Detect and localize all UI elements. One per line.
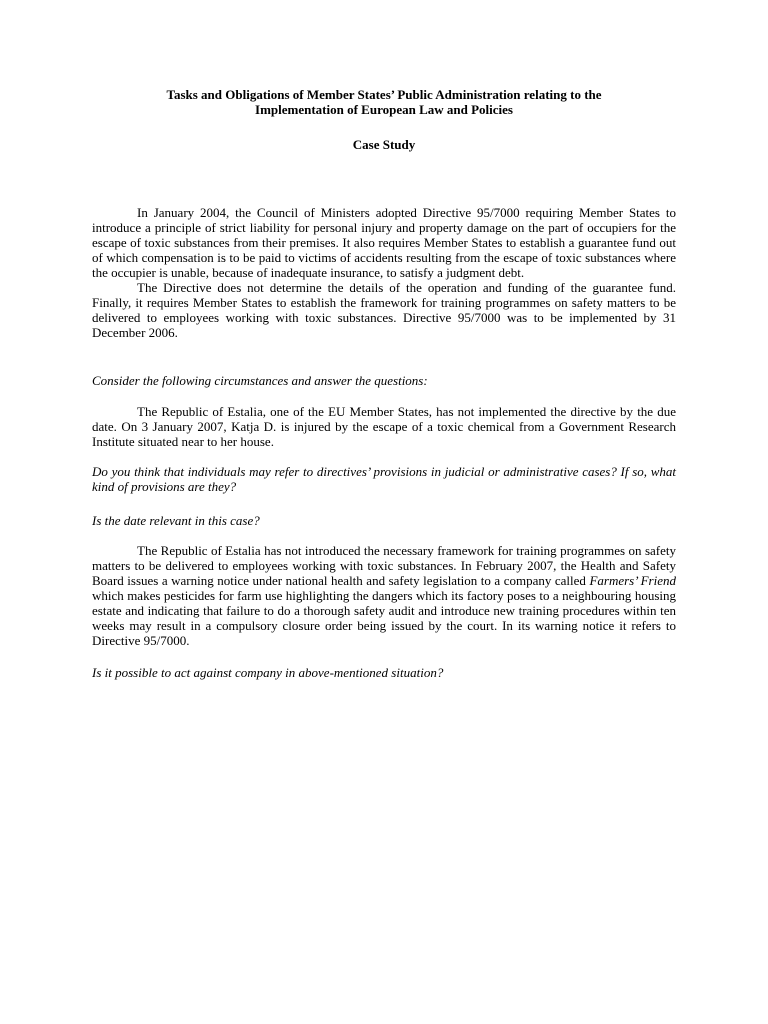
question-directives-provisions: Do you think that individuals may refer to directives’ provisions in judicial or administrative cases? If so, what kind of provisions are they? — [92, 464, 676, 494]
paragraph-case-one: The Republic of Estalia, one of the EU Member States, has not implemented the directive by the due date. On 3 January 2007, Katja D. is injured by the escape of a toxic chemical from a Government Research Institute situated near to her house. — [92, 404, 676, 449]
document-title — [92, 87, 676, 117]
document-subtitle: Case Study — [352, 137, 416, 152]
case-one-section — [92, 404, 676, 449]
question-act-against-company: Is it possible to act against company in above-mentioned situation? — [92, 665, 444, 680]
instruction-text: Consider the following circumstances and answer the questions: — [92, 373, 428, 388]
case-two-section — [92, 543, 676, 648]
title-line-2: Implementation of European Law and Policies — [255, 102, 513, 117]
question-date-relevance: Is the date relevant in this case? — [92, 513, 260, 528]
paragraph-guarantee-fund: The Directive does not determine the details of the operation and funding of the guarantee fund. Finally, it requires Member States to establish the framework for training programmes on safety matters to be delivered to employees working with toxic substances. Directive 95/7000 was to be implemented by 31 December 2006. — [92, 280, 676, 340]
company-name: Farmers’ Friend — [589, 573, 676, 588]
instruction-section — [92, 373, 676, 388]
case-two-text-start: The Republic of Estalia has not introduced the necessary framework for training programmes on safety matters to be delivered to employees working with toxic substances. In February 2007, the Health and Safety Board issues a warning notice under national health and safety legislation to a company called — [92, 543, 676, 588]
question-two-section — [92, 513, 676, 528]
case-two-text-end: which makes pesticides for farm use highlighting the dangers which its factory poses to a neighbouring housing estate and indicating that failure to do a thorough safety audit and introduce new training procedures within ten weeks may result in a compulsory closure order being issued by the court. In its warning notice it refers to Directive 95/7000. — [92, 588, 676, 648]
paragraph-case-two — [92, 543, 676, 648]
question-three-section — [92, 665, 676, 680]
intro-section — [92, 205, 676, 340]
title-line-1: Tasks and Obligations of Member States’ Public Administration relating to the — [166, 87, 602, 102]
question-one-section — [92, 464, 676, 494]
paragraph-directive: In January 2004, the Council of Ministers adopted Directive 95/7000 requiring Member States to introduce a principle of strict liability for personal injury and property damage on the part of occupiers for the escape of toxic substances from their premises. It also requires Member States to establish a guarantee fund out of which compensation is to be paid to victims of accidents resulting from the escape of toxic substances where the occupier is unable, because of inadequate insurance, to satisfy a judgment debt. — [92, 205, 676, 280]
